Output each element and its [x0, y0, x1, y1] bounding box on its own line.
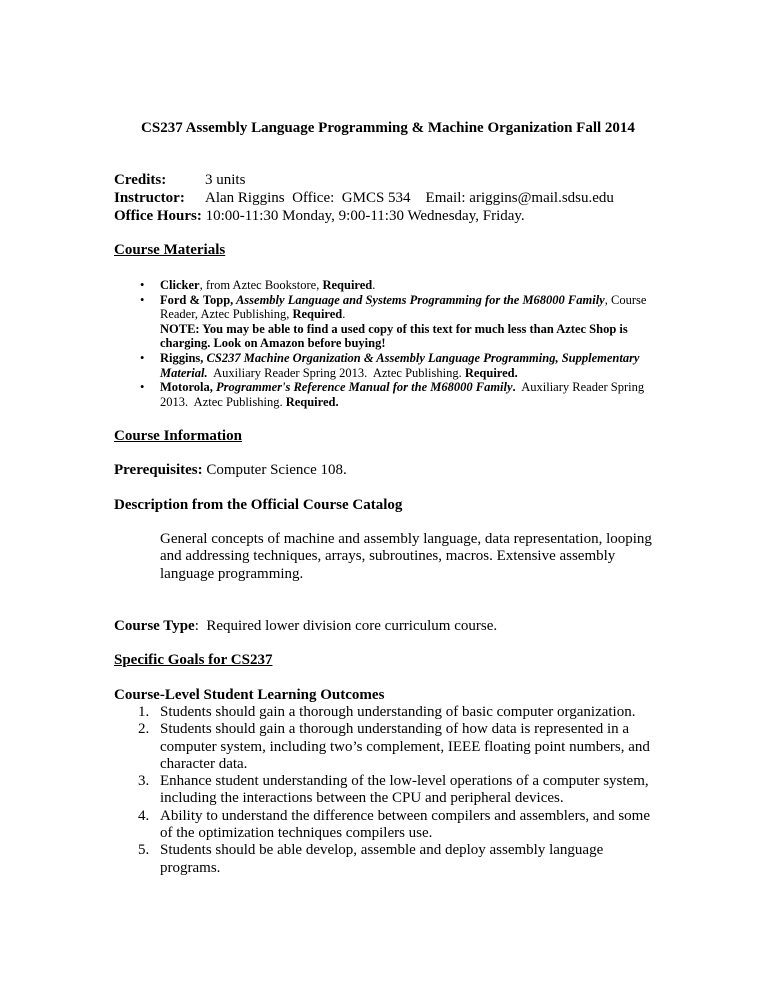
hours-value: 10:00-11:30 Monday, 9:00-11:30 Wednesday, Friday. — [205, 208, 525, 224]
item-number: 3. — [138, 773, 150, 790]
item-end: . — [342, 307, 346, 322]
item-number: 1. — [138, 704, 150, 720]
list-item — [114, 704, 662, 721]
description-text: General concepts of machine and assembly language, data representation, looping and addressing techniques, arrays, subroutines, macros. Extensive assembly language programming. — [160, 531, 652, 582]
item-title: CS237 Machine Organization & Assembly Language Programming, Supplementary Material. — [160, 350, 640, 380]
course-materials-heading: Course Materials — [114, 242, 226, 258]
list-item — [114, 721, 662, 773]
instructor-label: Instructor: — [114, 190, 185, 206]
item-title: Programmer's Reference Manual for the M68000 Family — [212, 380, 513, 395]
specific-goals-heading: Specific Goals for CS237 — [114, 652, 273, 668]
course-type-value: : Required lower division core curriculum course. — [194, 618, 498, 634]
list-item — [140, 380, 658, 409]
list-item — [140, 293, 658, 351]
office-hours-line — [114, 208, 525, 225]
prereq-label: Prerequisites: — [114, 462, 203, 478]
item-text: Students should gain a thorough understanding of how data is represented in a computer system, including two’s complement, IEEE floating point numbers, and character data. — [160, 721, 650, 772]
materials-list — [140, 278, 658, 409]
course-information-heading: Course Information — [114, 428, 242, 444]
item-text: Enhance student understanding of the low-level operations of a computer system, including the interactions between the CPU and peripheral devices. — [160, 773, 649, 807]
item-number: 2. — [138, 721, 150, 738]
list-item — [140, 351, 658, 380]
item-required: Required — [292, 307, 343, 322]
item-required: Required. — [464, 365, 518, 380]
prereq-value: Computer Science 108. — [202, 462, 347, 478]
outcomes-list — [114, 704, 662, 877]
item-details: Auxiliary Reader Spring 2013. Aztec Publishing. — [160, 380, 648, 409]
item-number: 4. — [138, 807, 150, 824]
instructor-line — [114, 190, 614, 207]
item-details: , from Aztec Bookstore, — [199, 278, 323, 292]
list-item — [140, 278, 658, 293]
item-number: 5. — [138, 842, 150, 859]
item-note: NOTE: You may be able to find a used copy of this text for much less than Aztec Shop is charging. Look on Amazon before buying! — [160, 321, 628, 351]
item-text: Students should be able develop, assemble and deploy assembly language programs. — [160, 842, 604, 876]
item-details: , Course Reader, Aztec Publishing, — [160, 292, 647, 322]
list-item — [114, 808, 662, 843]
list-item — [114, 773, 662, 808]
item-required: Required — [322, 278, 373, 292]
course-type-line — [114, 618, 497, 635]
outcomes-heading: Course-Level Student Learning Outcomes — [114, 687, 385, 703]
credits-value: 3 units — [205, 172, 246, 188]
item-text: Ability to understand the difference between compilers and assemblers, and some of the optimization techniques compilers use. — [160, 807, 650, 842]
list-item — [114, 842, 662, 877]
prerequisites-line — [114, 462, 347, 479]
item-text: Students should gain a thorough understanding of basic computer organization. — [160, 704, 636, 720]
item-period: . — [512, 380, 516, 395]
item-author: Ford & Topp, — [160, 292, 234, 307]
item-author: Motorola, — [160, 380, 213, 395]
item-end: . — [372, 278, 376, 292]
item-title: Assembly Language and Systems Programming for the M68000 Family — [233, 292, 605, 307]
item-required: Required. — [285, 394, 339, 409]
description-heading: Description from the Official Course Catalog — [114, 497, 403, 513]
credits-line — [114, 172, 246, 189]
course-type-label: Course Type — [114, 618, 195, 634]
item-author: Clicker — [160, 278, 200, 292]
item-author: Riggins, — [160, 350, 204, 365]
item-details: Auxiliary Reader Spring 2013. Aztec Publishing. — [207, 365, 465, 380]
credits-label: Credits: — [114, 172, 167, 188]
hours-label: Office Hours: — [114, 208, 202, 224]
instructor-value: Alan Riggins Office: GMCS 534 Email: ariggins@mail.sdsu.edu — [205, 190, 614, 206]
page-title: CS237 Assembly Language Programming & Machine Organization Fall 2014 — [141, 120, 635, 136]
